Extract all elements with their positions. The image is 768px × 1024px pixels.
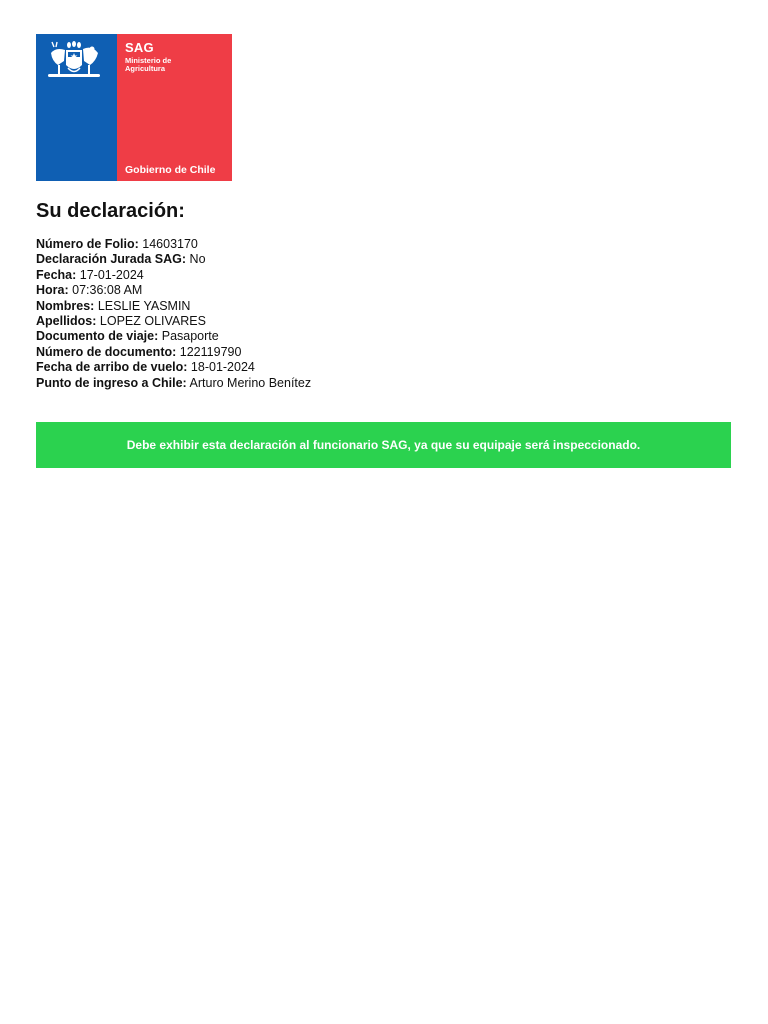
inspection-notice-text: Debe exhibir esta declaración al funcionario SAG, ya que su equipaje será inspeccionado.: [126, 438, 641, 452]
field-value: Pasaporte: [161, 329, 219, 344]
field-value: Arturo Merino Benítez: [189, 375, 312, 390]
field-label: Fecha:: [36, 267, 77, 282]
field-numero-documento: [36, 345, 311, 360]
field-fecha-arribo: [36, 360, 311, 375]
field-documento-viaje: [36, 329, 311, 344]
field-fecha: [36, 268, 311, 283]
field-label: Hora:: [36, 283, 69, 298]
field-label: Fecha de arribo de vuelo:: [36, 360, 188, 375]
field-apellidos: [36, 314, 311, 329]
logo-red-panel: [117, 34, 232, 181]
field-label: Declaración Jurada SAG:: [36, 252, 187, 267]
field-value: LOPEZ OLIVARES: [99, 314, 206, 329]
field-value: No: [189, 252, 206, 267]
field-nombres: [36, 299, 311, 314]
field-label: Número de Folio:: [36, 237, 139, 251]
brand-subtitle: Ministerio de Agricultura: [125, 56, 172, 73]
field-folio: [36, 237, 311, 252]
brand-government: Gobierno de Chile: [125, 164, 216, 176]
field-label: Punto de ingreso a Chile:: [36, 375, 187, 390]
logo-blue-panel: [36, 34, 117, 181]
field-punto-ingreso: [36, 376, 311, 391]
field-hora: [36, 283, 311, 298]
inspection-notice-banner: [36, 422, 731, 468]
field-value: 17-01-2024: [79, 267, 144, 282]
field-value: LESLIE YASMIN: [97, 298, 191, 313]
field-value: 14603170: [142, 237, 198, 251]
field-label: Documento de viaje:: [36, 329, 159, 344]
field-value: 07:36:08 AM: [72, 283, 143, 298]
page-title: Su declaración:: [36, 200, 185, 222]
brand-name: SAG: [125, 40, 154, 55]
field-value: 18-01-2024: [190, 360, 255, 375]
field-label: Apellidos:: [36, 314, 97, 329]
field-value: 122119790: [179, 344, 242, 359]
chile-coat-of-arms-icon: [42, 41, 106, 81]
field-declaracion-jurada: [36, 252, 311, 267]
field-label: Nombres:: [36, 298, 95, 313]
sag-logo: [36, 34, 232, 181]
field-label: Número de documento:: [36, 344, 177, 359]
declaration-fields: [36, 237, 311, 391]
